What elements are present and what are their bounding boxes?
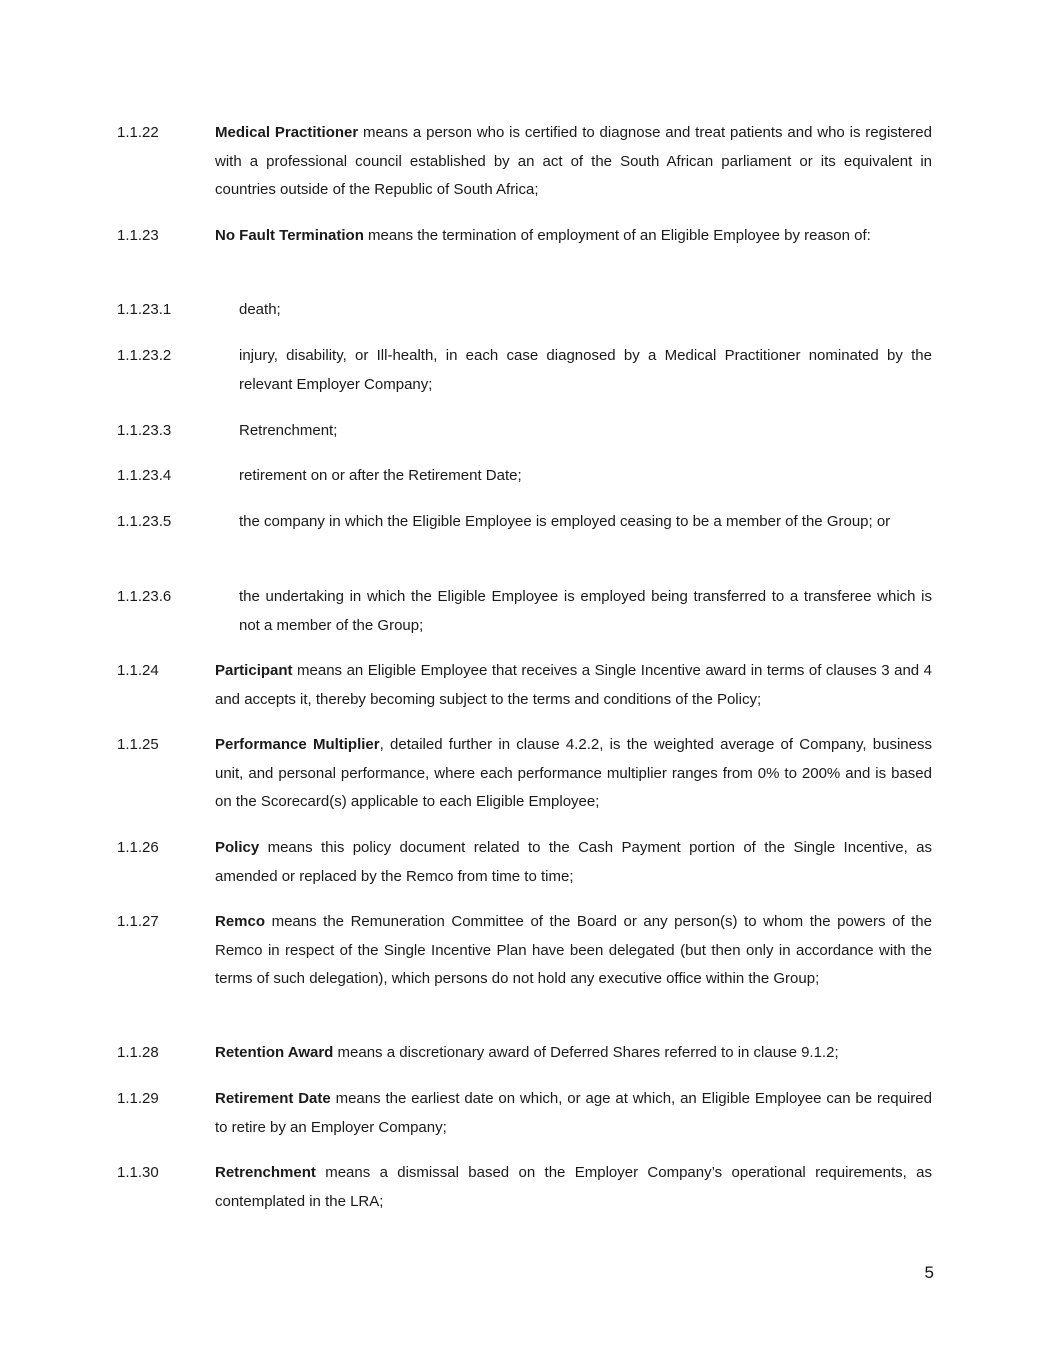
clause-text: injury, disability, or Ill-health, in each case diagnosed by a Medical Practitioner nominated by the relevant Employer Company; [239, 347, 932, 393]
clause-body [215, 657, 932, 714]
clause-text: means the Remuneration Committee of the Board or any person(s) to whom the powers of the Remco in respect of the Single Incentive Plan have been delegated (but then only in accordance with the terms of such delegation), which persons do not hold any executive office within the Group; [215, 913, 932, 987]
clause-number: 1.1.25 [117, 736, 159, 753]
clause-number: 1.1.26 [117, 839, 159, 856]
clause-body [215, 1159, 932, 1216]
clause-text: means an Eligible Employee that receives a Single Incentive award in terms of clauses 3 and 4 and accepts it, thereby becoming subject to the terms and conditions of the Policy; [215, 662, 932, 708]
clause-body [239, 508, 932, 537]
clause-number: 1.1.23.3 [117, 422, 172, 439]
clause-body [215, 834, 932, 891]
defined-term: Retirement Date [215, 1090, 331, 1107]
defined-term: Performance Multiplier [215, 736, 380, 753]
clause-number: 1.1.23.6 [117, 588, 172, 605]
clause-text: means the termination of employment of an Eligible Employee by reason of: [363, 227, 871, 244]
clause-body [215, 119, 932, 205]
clause-body [239, 342, 932, 399]
clause-text: retirement on or after the Retirement Date; [239, 467, 522, 484]
clause-body [239, 417, 932, 446]
clause-number: 1.1.28 [117, 1044, 159, 1061]
clause-text: means the earliest date on which, or age at which, an Eligible Employee can be required to retire by an Employer Company; [215, 1090, 932, 1136]
clause-body [215, 1085, 932, 1142]
defined-term: Policy [215, 839, 260, 856]
clause-text: the company in which the Eligible Employee is employed ceasing to be a member of the Group; or [239, 513, 891, 530]
clause-number: 1.1.23.2 [117, 347, 172, 364]
clause-body [215, 908, 932, 994]
defined-term: Medical Practitioner [215, 124, 359, 141]
clause-number: 1.1.23.1 [117, 301, 172, 318]
clause-number: 1.1.24 [117, 662, 159, 679]
clause-body [239, 462, 932, 491]
clause-number: 1.1.29 [117, 1090, 159, 1107]
clause-text: Retrenchment; [239, 422, 338, 439]
defined-term: Retrenchment [215, 1164, 316, 1181]
clause-number: 1.1.23.5 [117, 513, 172, 530]
clause-number: 1.1.23.4 [117, 467, 172, 484]
defined-term: Participant [215, 662, 293, 679]
clause-body [239, 296, 932, 325]
clause-text: means this policy document related to the Cash Payment portion of the Single Incentive, as amended or replaced by the Remco from time to time; [215, 839, 932, 885]
clause-number: 1.1.30 [117, 1164, 159, 1181]
clause-number: 1.1.23 [117, 227, 159, 244]
clause-text: means a discretionary award of Deferred Shares referred to in clause 9.1.2; [333, 1044, 839, 1061]
clause-body [239, 583, 932, 640]
clause-text: the undertaking in which the Eligible Employee is employed being transferred to a transferee which is not a member of the Group; [239, 588, 932, 634]
defined-term: Retention Award [215, 1044, 334, 1061]
clause-body [215, 1039, 932, 1068]
clause-text: death; [239, 301, 281, 318]
clause-text: means a person who is certified to diagnose and treat patients and who is registered with a professional council established by an act of the South African parliament or its equivalent in countries outside of the Republic of South Africa; [215, 124, 932, 198]
clause-text: , detailed further in clause 4.2.2, is the weighted average of Company, business unit, and personal performance, where each performance multiplier ranges from 0% to 200% and is based on the Scorecard(s) applicable to each Eligible Employee; [215, 736, 932, 810]
defined-term: No Fault Termination [215, 227, 364, 244]
clause-number: 1.1.27 [117, 913, 159, 930]
clause-body [215, 222, 932, 251]
clause-number: 1.1.22 [117, 124, 159, 141]
clause-text: means a dismissal based on the Employer Company’s operational requirements, as contemplated in the LRA; [215, 1164, 932, 1210]
page-number: 5 [924, 1263, 934, 1282]
defined-term: Remco [215, 913, 266, 930]
clause-body [215, 731, 932, 817]
